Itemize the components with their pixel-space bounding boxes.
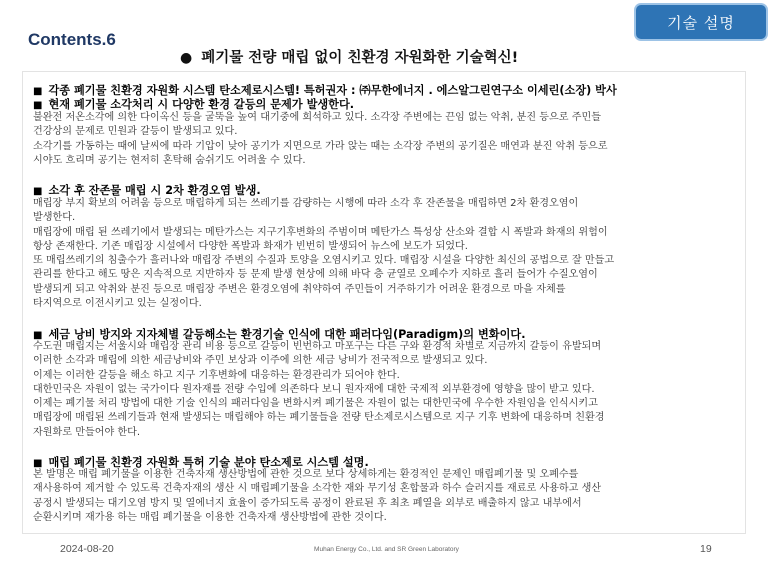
section-1-heading-1: ■ 각종 폐기물 친환경 자원화 시스템 탄소제로시스템! 특허권자 : ㈜무한에너지 . 에스알그린연구소 이세린(소장) 박사 — [33, 84, 617, 97]
section-4-heading: ■ 매립 폐기물 친환경 자원화 특허 기술 분야 탄소제로 시스템 설명. — [33, 456, 369, 469]
body-line: 공정시 발생되는 대기오염 방지 및 열에너지 효율이 증가되도록 공정이 완료된 후 최초 폐열을 외부로 배출하지 않고 내부에서 — [33, 497, 582, 509]
body-line: 순환시키며 재가용 하는 매립 폐기물을 이용한 건축자재 생산방법에 관한 것이다. — [33, 511, 387, 523]
body-line: 항상 존재한다. 기존 매립장 시설에서 다양한 폭발과 화재가 빈번히 발생되어 뉴스에 보도가 되었다. — [33, 240, 468, 252]
section-3-heading: ■ 세금 낭비 방지와 지자체별 갈등해소는 환경기술 인식에 대한 패러다임(Paradigm)의 변화이다. — [33, 328, 526, 341]
body-line: 이제는 이러한 갈등을 해소 하고 지구 기후변화에 대응하는 환경관리가 되어야 한다. — [33, 369, 400, 381]
footer-company: Muhan Energy Co., Ltd. and SR Green Laboratory — [314, 546, 459, 553]
section-tag: 기술 설명 — [634, 3, 768, 41]
body-line: 발생되게 되고 악취와 분진 등으로 매립장 주변은 환경오염에 취약하여 주민들이 거주하기가 어려운 환경으로 마을 자체를 — [33, 283, 566, 295]
square-bullet-icon: ■ — [33, 330, 43, 341]
section-1-heading-2: ■ 현재 폐기물 소각처리 시 다양한 환경 갈등의 문제가 발생한다. — [33, 98, 355, 111]
page-title-text: 폐기물 전량 매립 없이 친환경 자원화한 기술혁신! — [201, 50, 519, 66]
body-line: 또 매립쓰레기의 침출수가 흘러나와 매립장 주변의 수질과 토양을 오염시키고 있다. 매립장 시설을 다양한 최신의 공법으로 잘 만들고 — [33, 255, 615, 267]
body-line: 대한민국은 자원이 없는 국가이다 원자재를 전량 수입에 의존하다 보니 원자재에 대한 국제적 외부환경에 영향을 많이 받고 있다. — [33, 383, 595, 395]
body-line: 수도권 매립지는 서울시와 매립장 관리 비용 등으로 갈등이 빈번하고 마포구는 다른 구와 환경적 차별로 지금까지 갈등이 유발되며 — [33, 341, 602, 352]
body-line: 매립장에 매립 된 쓰레기에서 발생되는 메탄가스는 지구기후변화의 주범이며 메탄가스 특성상 산소와 결합 시 폭발과 화재의 위험이 — [33, 226, 608, 238]
section-4-body — [33, 468, 745, 525]
body-line: 이제는 폐기물 처리 방법에 대한 기술 인식의 패러다임을 변화시켜 폐기물은 자원이 없는 대한민국에 우수한 자원임을 인식시키고 — [33, 398, 598, 410]
section-1-body — [33, 111, 745, 168]
square-bullet-icon: ■ — [33, 86, 43, 97]
body-line: 매립장에 매립된 쓰레기들과 현재 발생되는 매립해야 하는 폐기물들을 전량 탄소제로시스템으로 지구 기후 변화에 대응하며 친환경 — [33, 412, 605, 424]
body-line: 이러한 소각과 매립에 의한 세금낭비와 주민 보상과 이주에 의한 세금 낭비가 전국적으로 발생되고 있다. — [33, 355, 488, 367]
body-line: 발생한다. — [33, 212, 76, 224]
section-3-body — [33, 340, 745, 440]
body-line: 소각기를 가동하는 때에 날씨에 따라 기압이 낮아 공기가 지면으로 가라 앉는 때는 소각장 주변의 공기질은 매연과 분진 악취 등으로 — [33, 140, 608, 152]
body-line: 건강상의 문제로 민원과 갈등이 발생되고 있다. — [33, 126, 238, 138]
footer-date: 2024-08-20 — [60, 543, 114, 555]
body-line: 매립장 부지 확보의 어려움 등으로 매립하게 되는 쓰레기를 감량하는 시행에 따라 소각 후 잔존물을 매립하면 2차 환경오염이 — [33, 198, 579, 209]
section-2-heading: ■ 소각 후 잔존물 매립 시 2차 환경오염 발생. — [33, 184, 261, 197]
body-line: 시야도 흐리며 공기는 현저히 혼탁해 숨쉬기도 어려울 수 있다. — [33, 154, 306, 166]
square-bullet-icon: ■ — [33, 100, 43, 111]
page-title — [180, 46, 518, 67]
page-number: 19 — [700, 543, 712, 555]
section-2-body — [33, 197, 745, 311]
contents-label: Contents.6 — [28, 30, 116, 49]
body-line: 관리를 한다고 해도 땅은 지속적으로 지반하자 등 문제 발생 현상에 의해 바닥 층 균열로 오폐수가 지하로 흘러 들어가 수질오염이 — [33, 269, 598, 281]
square-bullet-icon: ■ — [33, 186, 43, 197]
body-line: 자원화로 만들어야 한다. — [33, 426, 141, 438]
bullet-dot-icon: ● — [180, 50, 193, 66]
body-line: 불완전 저온소각에 의한 다이옥신 등을 굴뚝을 높여 대기중에 희석하고 있다. 소각장 주변에는 끈임 없는 악취, 분진 등으로 주민들 — [33, 112, 601, 123]
square-bullet-icon: ■ — [33, 458, 43, 469]
body-line: 재사용하여 제거할 수 있도록 건축자재의 생산 시 매립폐기물을 소각한 재와 무기성 혼합물과 하수 슬러지를 재료로 사용하고 생산 — [33, 483, 602, 495]
body-line: 본 발명은 매립 폐기물을 이용한 건축자재 생산방법에 관한 것으로 보다 상세하게는 환경적인 문제인 매립폐기물 및 오폐수를 — [33, 469, 579, 480]
body-line: 타지역으로 이전시키고 있는 실정이다. — [33, 298, 202, 310]
